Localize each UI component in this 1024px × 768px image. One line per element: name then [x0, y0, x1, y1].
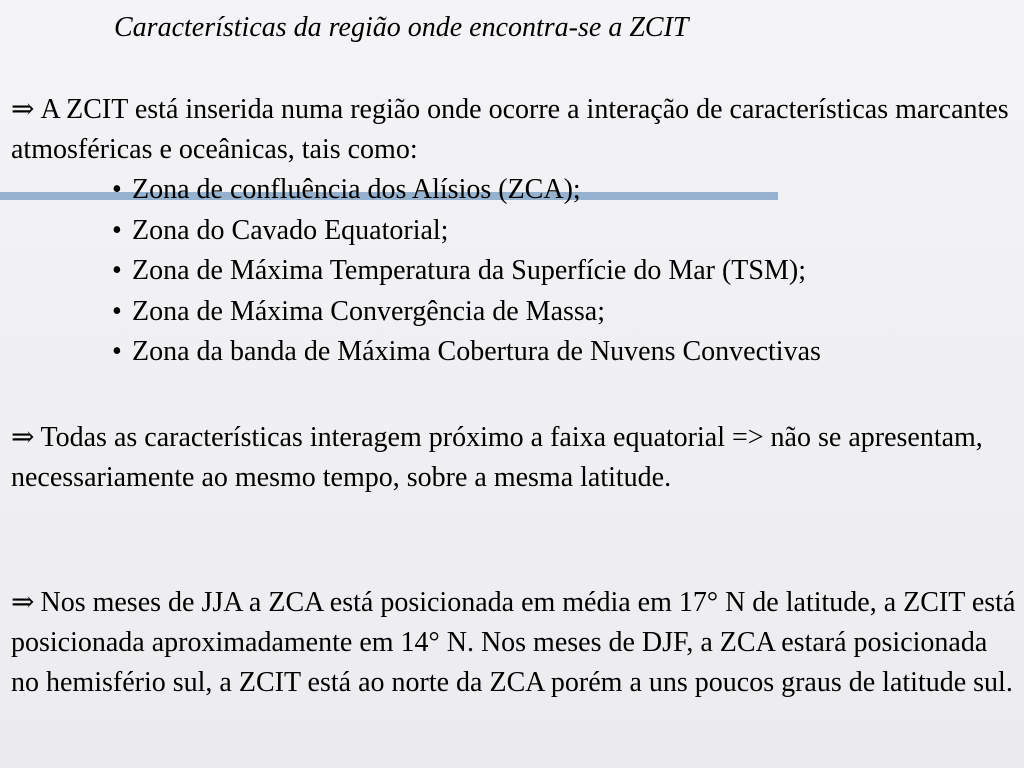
- bullet-icon: •: [112, 214, 122, 246]
- bullet-icon: •: [112, 255, 122, 286]
- paragraph-seasonal-position: [11, 583, 1016, 703]
- implies-arrow-icon: ⇒: [11, 94, 35, 125]
- paragraph-intro: [11, 90, 1016, 170]
- bullet-icon: •: [112, 174, 122, 205]
- list-item-text: Zona de Máxima Temperatura da Superfície do Mar (TSM);: [132, 255, 806, 286]
- implies-arrow-icon: ⇒: [11, 422, 35, 453]
- paragraph-intro-text: A ZCIT está inserida numa região onde ocorre a interação de características marcantes atmosféricas e oceânicas, tais como:: [11, 94, 1009, 165]
- list-item-text: Zona do Cavado Equatorial;: [132, 214, 449, 246]
- paragraph-seasonal-position-text: Nos meses de JJA a ZCA está posicionada em média em 17° N de latitude, a ZCIT está posicionada aproximadamente em 14° N. Nos meses de DJF, a ZCA estará posicionada no hemisfério sul, a ZCIT está ao norte da ZCA porém a uns poucos graus de latitude sul.: [11, 587, 1016, 698]
- paragraph-interaction-text: Todas as características interagem próximo a faixa equatorial => não se apresentam, necessariamente ao mesmo tempo, sobre a mesma latitude.: [11, 422, 983, 493]
- list-item: [112, 211, 821, 252]
- list-item-text: Zona de Máxima Convergência de Massa;: [132, 295, 606, 327]
- paragraph-interaction: [11, 418, 1016, 498]
- list-item: [112, 251, 821, 292]
- bullet-icon: •: [112, 336, 122, 367]
- bullet-icon: •: [112, 295, 122, 327]
- implies-arrow-icon: ⇒: [11, 587, 35, 618]
- list-item: [112, 332, 821, 373]
- slide-title: Características da região onde encontra-se a ZCIT: [114, 12, 689, 43]
- characteristics-list: [112, 170, 821, 373]
- list-item: [112, 170, 821, 211]
- list-item-text: Zona da banda de Máxima Cobertura de Nuvens Convectivas: [132, 336, 821, 367]
- list-item-text: Zona de confluência dos Alísios (ZCA);: [132, 174, 581, 205]
- list-item: [112, 292, 821, 333]
